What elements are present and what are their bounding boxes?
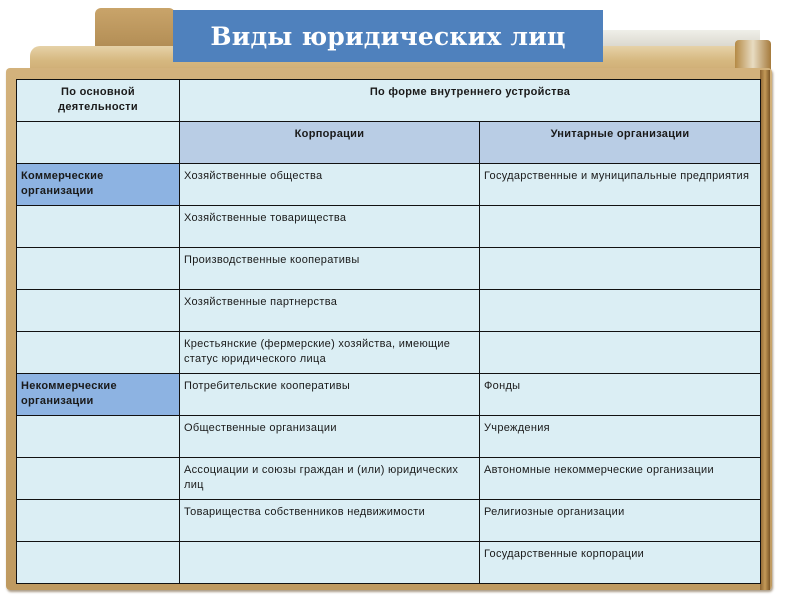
category-cell <box>17 416 180 458</box>
corporation-cell: Общественные организации <box>180 416 480 458</box>
category-cell <box>17 248 180 290</box>
table-row <box>17 458 761 500</box>
header-main-activity: По основной деятельности <box>17 80 180 122</box>
category-cell <box>17 500 180 542</box>
table-row <box>17 416 761 458</box>
title-banner <box>173 10 603 62</box>
category-cell <box>17 332 180 374</box>
corporation-cell: Товарищества собственников недвижимости <box>180 500 480 542</box>
table-row <box>17 164 761 206</box>
unitary-cell: Учреждения <box>480 416 761 458</box>
corporation-cell: Производственные кооперативы <box>180 248 480 290</box>
table-row <box>17 206 761 248</box>
table-row <box>17 500 761 542</box>
table-row <box>17 290 761 332</box>
subheader-unitary: Унитарные организации <box>480 122 761 164</box>
unitary-cell: Фонды <box>480 374 761 416</box>
subheader-corporations: Корпорации <box>180 122 480 164</box>
table-subheader-row <box>17 122 761 164</box>
corporation-cell: Хозяйственные общества <box>180 164 480 206</box>
corporation-cell: Хозяйственные товарищества <box>180 206 480 248</box>
unitary-cell <box>480 332 761 374</box>
table-header-row <box>17 80 761 122</box>
subheader-empty <box>17 122 180 164</box>
corporation-cell: Крестьянские (фермерские) хозяйства, имеющие статус юридического лица <box>180 332 480 374</box>
unitary-cell: Религиозные организации <box>480 500 761 542</box>
parchment-edge <box>760 70 770 590</box>
unitary-cell <box>480 206 761 248</box>
category-cell <box>17 542 180 584</box>
corporation-cell: Потребительские кооперативы <box>180 374 480 416</box>
category-cell <box>17 206 180 248</box>
category-cell: Коммерческие организации <box>17 164 180 206</box>
table-row <box>17 332 761 374</box>
category-cell <box>17 458 180 500</box>
unitary-cell: Государственные корпорации <box>480 542 761 584</box>
category-cell <box>17 290 180 332</box>
category-cell: Некоммерческие организации <box>17 374 180 416</box>
unitary-cell <box>480 248 761 290</box>
unitary-cell: Автономные некоммерческие организации <box>480 458 761 500</box>
unitary-cell <box>480 290 761 332</box>
legal-entities-table <box>16 79 761 584</box>
table-row <box>17 542 761 584</box>
table-row <box>17 248 761 290</box>
header-internal-structure: По форме внутреннего устройства <box>180 80 761 122</box>
corporation-cell: Хозяйственные партнерства <box>180 290 480 332</box>
corporation-cell: Ассоциации и союзы граждан и (или) юридических лиц <box>180 458 480 500</box>
page-title: Виды юридических лиц <box>210 21 566 51</box>
unitary-cell: Государственные и муниципальные предприятия <box>480 164 761 206</box>
corporation-cell <box>180 542 480 584</box>
table-row <box>17 374 761 416</box>
